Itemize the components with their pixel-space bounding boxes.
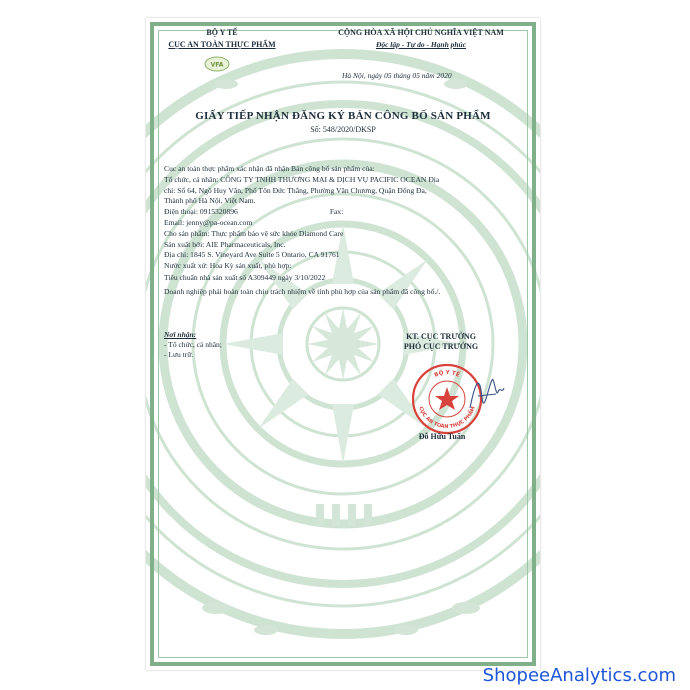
svg-text:BỘ Y TẾ xyxy=(434,369,462,379)
signatory-title xyxy=(376,332,506,352)
signer-name: Đỗ Hữu Tuấn xyxy=(418,432,466,441)
recipient-item: - Tổ chức, cá nhân; xyxy=(164,340,222,349)
standard-reference: Tiêu chuẩn nhà sản xuất số A309449 ngày 3/10/2022 xyxy=(164,272,326,282)
document-number: Số: 548/2020/DKSP xyxy=(310,125,376,134)
logo-text: VFA xyxy=(210,61,224,69)
intro-line: Cục an toàn thực phẩm xác nhận đã nhận Bản công bố sản phẩm của: xyxy=(164,164,375,173)
fax: Fax: xyxy=(329,207,344,217)
signatory-line-1: KT. CỤC TRƯỞNG xyxy=(406,332,476,341)
issuing-agency xyxy=(152,27,292,51)
recipient-item: - Lưu trữ. xyxy=(164,350,194,359)
document-title: GIẤY TIẾP NHẬN ĐĂNG KÝ BẢN CÔNG BỐ SẢN PHẨM xyxy=(195,110,491,122)
vfa-logo-icon xyxy=(204,56,230,72)
organization-line-1: Tổ chức, cá nhân: CÔNG TY TNHH THƯƠNG MẠI & DỊCH VỤ PACIFIC OCEAN Địa xyxy=(164,174,440,184)
certificate-body xyxy=(164,164,440,298)
certificate-content xyxy=(146,18,540,670)
phone-fax-line xyxy=(164,207,440,218)
country-name: CỘNG HÒA XÃ HỘI CHỦ NGHĨA VIỆT NAM xyxy=(338,28,504,37)
organization-line-2: chỉ: Số 64, Ngõ Huy Văn, Phố Tôn Đức Thắng, Phường Văn Chương, Quận Đống Đa, xyxy=(164,185,427,195)
responsibility-statement: Doanh nghiệp phải hoàn toàn chịu trách nhiệm về tính phù hợp của sản phẩm đã công bố./. xyxy=(164,286,441,296)
signatory-line-2: PHÓ CỤC TRƯỞNG xyxy=(403,342,479,351)
country-of-origin: Nước xuất xứ: Hoa Kỳ sản xuất, phù hợp: xyxy=(164,261,292,271)
handwritten-signature xyxy=(466,368,506,418)
agency-line-1: BỘ Y TẾ xyxy=(206,28,238,37)
recipients-label: Nơi nhận: xyxy=(164,330,197,339)
phone: Điện thoại: 0915320896 xyxy=(164,207,238,217)
manufacturer: Sản xuất bởi: AIE Pharmaceuticals, Inc. xyxy=(164,239,286,249)
email: Email: jenny@pa-ocean.com xyxy=(164,217,253,227)
organization-line-3: Thành phố Hà Nội, Việt Nam. xyxy=(164,196,256,206)
motto: Độc lập - Tự do - Hạnh phúc xyxy=(375,40,467,49)
watermark-text: ShopeeAnalytics.com xyxy=(482,665,676,686)
recipients-block xyxy=(164,330,222,360)
seal-top-text: BỘ Y TẾ xyxy=(433,369,461,379)
certificate-page xyxy=(146,18,540,670)
issue-date: Hà Nội, ngày 05 tháng 05 năm 2020 xyxy=(342,71,452,80)
product-name: Cho sản phẩm: Thực phẩm bảo vệ sức khỏe Diamond Care xyxy=(164,228,344,238)
manufacturer-address: Địa chỉ: 1845 S. Vineyard Ave Suite 5 Ontario, CA 91761 xyxy=(164,250,340,260)
agency-line-2: CỤC AN TOÀN THỰC PHẨM xyxy=(168,40,276,49)
seal-bottom-text: CỤC AN TOÀN THỰC PHẨM xyxy=(417,405,477,431)
national-motto xyxy=(306,27,536,51)
